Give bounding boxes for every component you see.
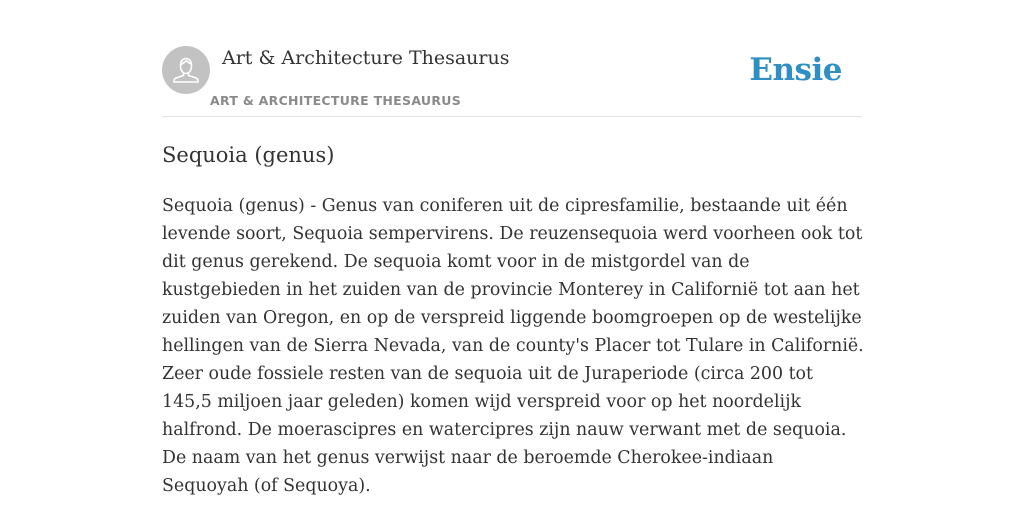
- user-silhouette-icon: [162, 46, 210, 94]
- header: [162, 46, 862, 117]
- avatar[interactable]: [162, 46, 210, 94]
- source-title[interactable]: Art & Architecture Thesaurus: [222, 47, 510, 69]
- source-subtitle[interactable]: ART & ARCHITECTURE THESAURUS: [210, 93, 462, 108]
- entry-title: Sequoia (genus): [162, 143, 335, 167]
- entry-body: Sequoia (genus) - Genus van coniferen uit de cipresfamilie, bestaande uit één levende soort, Sequoia sempervirens. De reuzensequoia werd voorheen ook tot dit genus gerekend. De sequoia komt voor in de mistgordel van de kustgebieden in het zuiden van de provincie Monterey in Californië tot aan het zuiden van Oregon, en op de verspreid liggende boomgroepen op de westelijke hellingen van de Sierra Nevada, van de county's Placer tot Tulare in Californië. Zeer oude fossiele resten van de sequoia uit de Juraperiode (circa 200 tot 145,5 miljoen jaar geleden) komen wijd verspreid voor op het noordelijk halfrond. De moerascipres en watercipres zijn nauw verwant met de sequoia. De naam van het genus verwijst naar de beroemde Cherokee-indiaan Sequoyah (of Sequoya).: [162, 196, 864, 496]
- brand-logo[interactable]: Ensie: [749, 52, 842, 88]
